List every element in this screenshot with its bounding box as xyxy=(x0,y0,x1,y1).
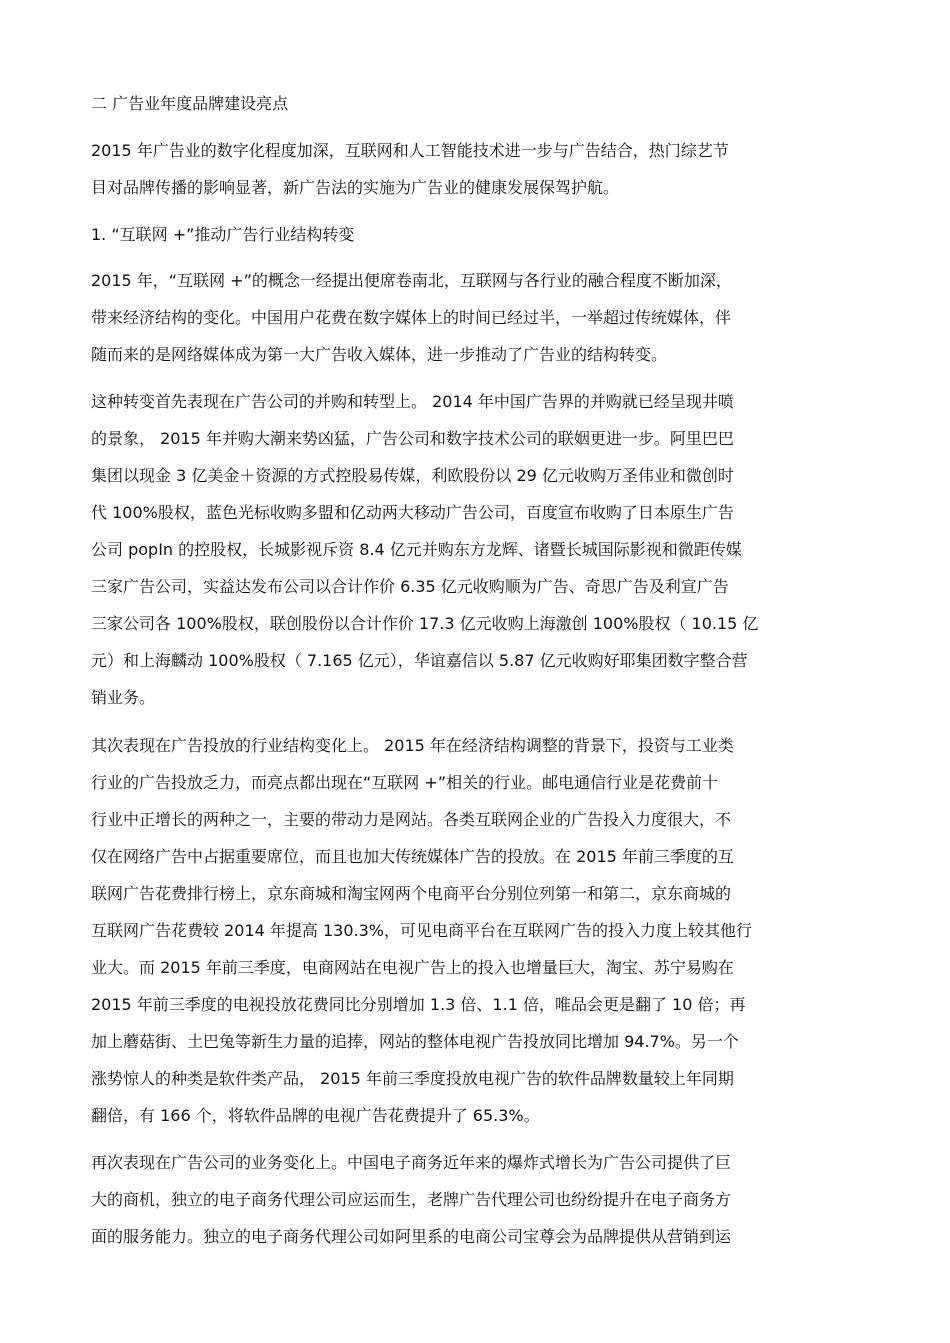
paragraph-line: 再次表现在广告公司的业务变化上。中国电子商务近年来的爆炸式增长为广告公司提供了巨 xyxy=(91,1153,732,1172)
paragraph-line: 翻倍，有 166 个，将软件品牌的电视广告花费提升了 65.3%。 xyxy=(91,1106,540,1125)
paragraph-line: 集团以现金 3 亿美金＋资源的方式控股易传媒，利欧股份以 29 亿元收购万圣伟业和微创时 xyxy=(91,466,734,485)
paragraph-line: 的景象， 2015 年并购大潮来势凶猛，广告公司和数字技术公司的联姻更进一步。阿里巴巴 xyxy=(91,429,734,448)
paragraph-line: 仅在网络广告中占据重要席位，而且也加大传统媒体广告的投放。在 2015 年前三季度的互 xyxy=(91,847,734,866)
paragraph-line: 其次表现在广告投放的行业结构变化上。 2015 年在经济结构调整的背景下，投资与工业类 xyxy=(91,736,734,755)
paragraph-line: 2015 年前三季度的电视投放花费同比分别增加 1.3 倍、1.1 倍，唯品会更是翻了 10 倍；再 xyxy=(91,995,746,1014)
paragraph-line: 元）和上海麟动 100%股权（ 7.165 亿元），华谊嘉信以 5.87 亿元收购好耶集团数字整合营 xyxy=(91,651,748,670)
paragraph-line: 行业的广告投放乏力，而亮点都出现在“互联网 +”相关的行业。邮电通信行业是花费前十 xyxy=(91,773,719,792)
intro-line: 目对品牌传播的影响显著，新广告法的实施为广告业的健康发展保驾护航。 xyxy=(91,178,620,197)
paragraph-line: 代 100%股权，蓝色光标收购多盟和亿动两大移动广告公司，百度宣布收购了日本原生广告 xyxy=(91,503,734,522)
paragraph-line: 这种转变首先表现在广告公司的并购和转型上。 2014 年中国广告界的并购就已经呈现井喷 xyxy=(91,392,734,411)
paragraph-line: 联网广告花费排行榜上，京东商城和淘宝网两个电商平台分别位列第一和第二，京东商城的 xyxy=(91,884,732,903)
paragraph-line: 三家公司各 100%股权，联创股份以合计作价 17.3 亿元收购上海激创 100%股权（ 10.15 亿 xyxy=(91,614,759,633)
paragraph-line: 大的商机，独立的电子商务代理公司应运而生，老牌广告代理公司也纷纷提升在电子商务方 xyxy=(91,1190,732,1209)
paragraph-line: 涨势惊人的种类是软件类产品， 2015 年前三季度投放电视广告的软件品牌数量较上年同期 xyxy=(91,1069,734,1088)
paragraph-line: 销业务。 xyxy=(91,688,156,707)
paragraph-line: 互联网广告花费较 2014 年提高 130.3%，可见电商平台在互联网广告的投入力度上较其他行 xyxy=(91,921,752,940)
paragraph-line: 业大。而 2015 年前三季度，电商网站在电视广告上的投入也增量巨大，淘宝、苏宁易购在 xyxy=(91,958,734,977)
paragraph-line: 公司 popIn 的控股权，长城影视斥资 8.4 亿元并购东方龙辉、诸暨长城国际影视和微距传媒 xyxy=(91,540,742,559)
paragraph-line: 加上蘑菇街、土巴兔等新生力量的追捧，网站的整体电视广告投放同比增加 94.7%。另一个 xyxy=(91,1032,739,1051)
paragraph-line: 面的服务能力。独立的电子商务代理公司如阿里系的电商公司宝尊会为品牌提供从营销到运 xyxy=(91,1227,732,1246)
paragraph-line: 2015 年，“互联网 +”的概念一经提出便席卷南北，互联网与各行业的融合程度不断加深， xyxy=(91,271,732,290)
section-heading: 二 广告业年度品牌建设亮点 xyxy=(91,94,289,113)
subheading: 1. “互联网 +”推动广告行业结构转变 xyxy=(91,225,355,244)
paragraph-line: 带来经济结构的变化。中国用户花费在数字媒体上的时间已经过半，一举超过传统媒体，伴 xyxy=(91,308,732,327)
intro-line: 2015 年广告业的数字化程度加深，互联网和人工智能技术进一步与广告结合，热门综艺节 xyxy=(91,141,729,160)
paragraph-line: 三家广告公司，实益达发布公司以合计作价 6.35 亿元收购顺为广告、奇思广告及利宣广告 xyxy=(91,577,729,596)
paragraph-line: 行业中正增长的两种之一，主要的带动力是网站。各类互联网企业的广告投入力度很大，不 xyxy=(91,810,732,829)
paragraph-line: 随而来的是网络媒体成为第一大广告收入媒体，进一步推动了广告业的结构转变。 xyxy=(91,345,668,364)
